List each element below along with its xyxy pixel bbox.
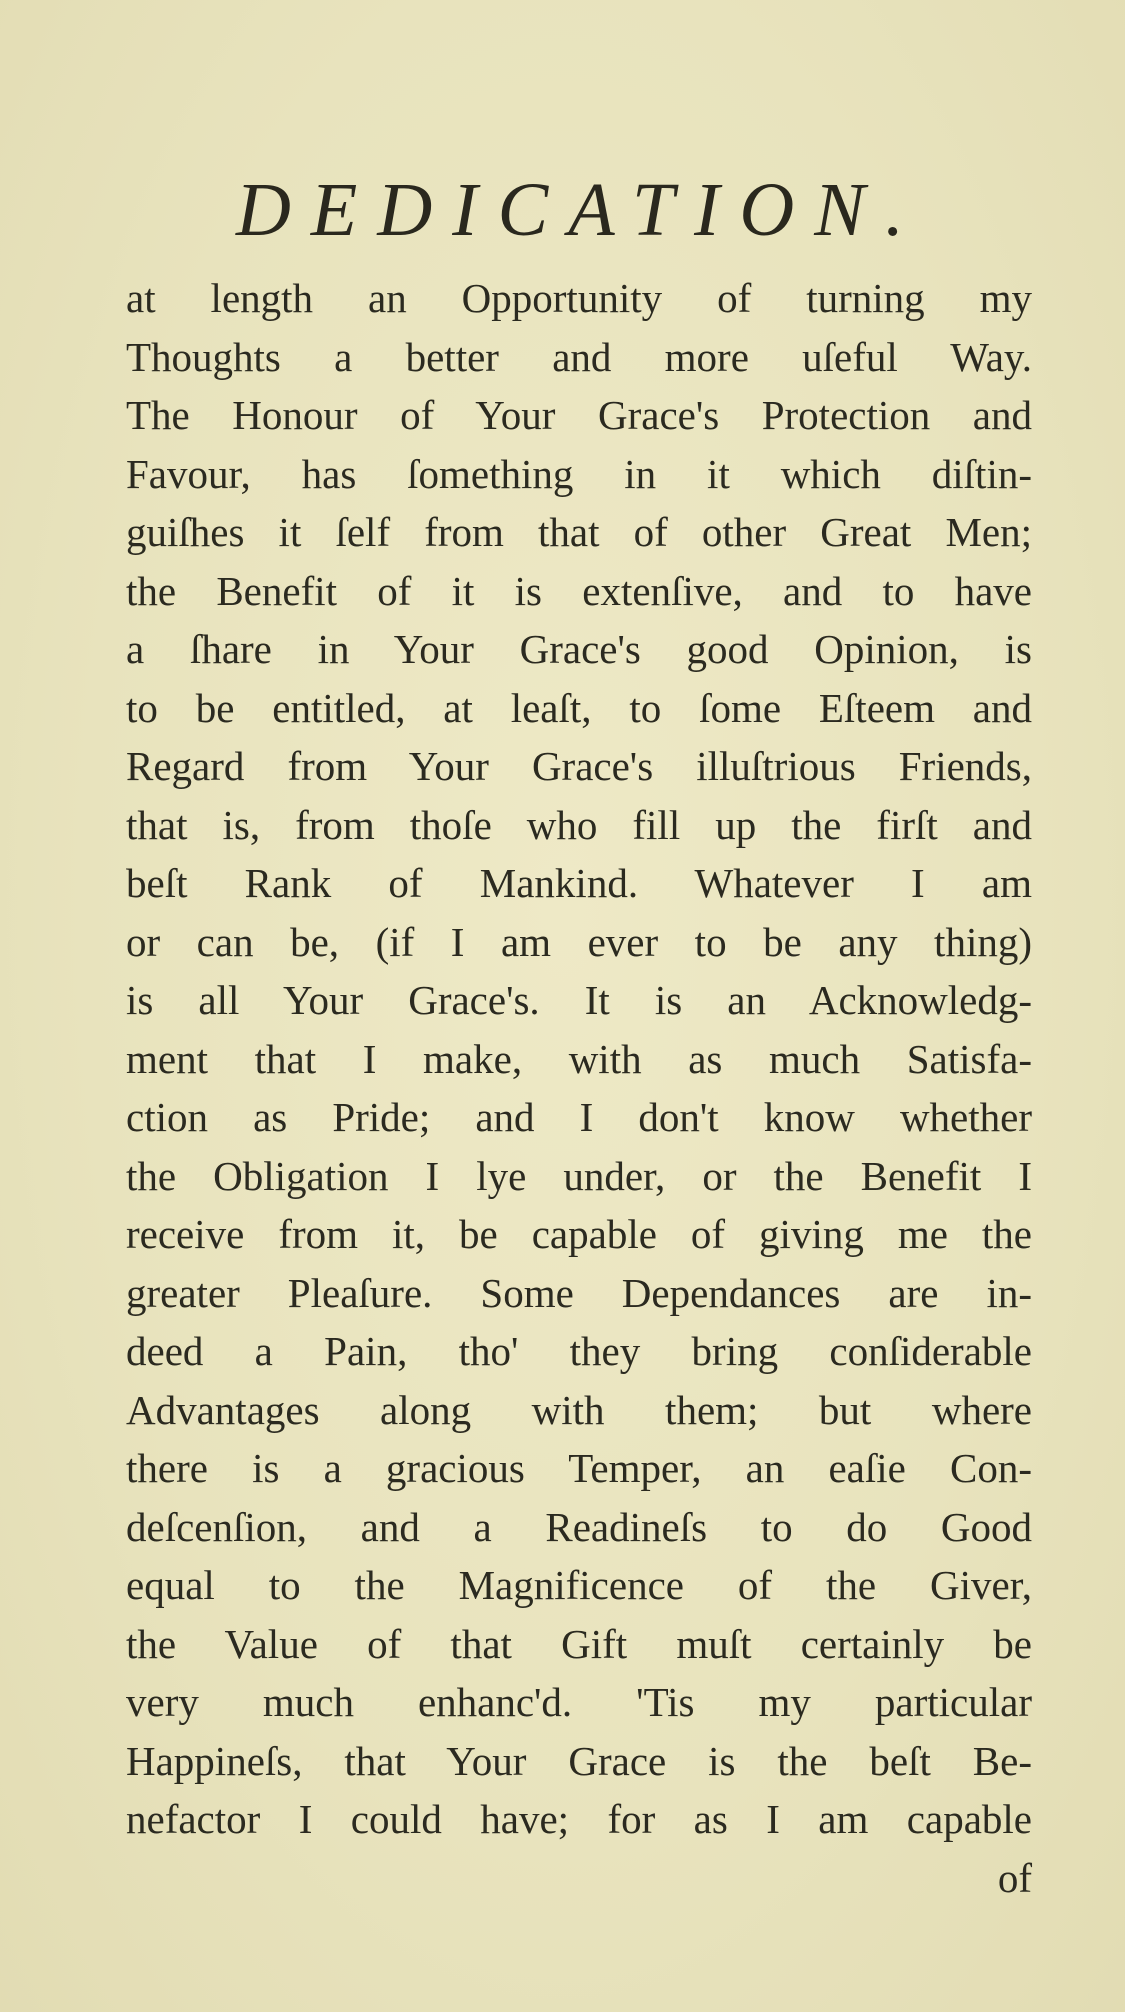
text-line: greater Pleaſure. Some Dependances are in- — [126, 1269, 1032, 1316]
text-line: nefactor I could have; for as I am capable — [126, 1796, 1032, 1842]
text-line: receive from it, be capable of giving me the — [126, 1211, 1032, 1257]
text-line: the Benefit of it is extenſive, and to have — [126, 567, 1032, 614]
text-line: there is a gracious Temper, an eaſie Con- — [126, 1445, 1032, 1491]
text-line: the Value of that Gift muſt certainly be — [126, 1620, 1032, 1667]
text-line: at length an Opportunity of turning my — [126, 275, 1032, 321]
text-line: beſt Rank of Mankind. Whatever I am — [126, 860, 1032, 906]
text-line: Advantages along with them; but where — [126, 1386, 1032, 1433]
text-line: guiſhes it ſelf from that of other Great Men; — [126, 509, 1032, 555]
text-line: Regard from Your Grace's illuſtrious Friends, — [126, 743, 1032, 789]
text-line: very much enhanc'd. 'Tis my particular — [126, 1679, 1032, 1725]
text-line: to be entitled, at leaſt, to ſome Eſteem and — [126, 684, 1032, 731]
text-line: the Obligation I lye under, or the Benefit I — [126, 1152, 1032, 1199]
text-line: Thoughts a better and more uſeful Way. — [126, 333, 1032, 380]
page-title: DEDICATION. — [236, 168, 924, 252]
text-line: ction as Pride; and I don't know whether — [126, 1094, 1032, 1140]
body-text — [126, 269, 1032, 1907]
text-line: equal to the Magnificence of the Giver, — [126, 1562, 1032, 1608]
catchword: of — [997, 1854, 1032, 1901]
text-line: or can be, (if I am ever to be any thing) — [126, 918, 1032, 965]
text-line: is all Your Grace's. It is an Acknowledg- — [126, 977, 1032, 1023]
text-line: deſcenſion, and a Readineſs to do Good — [126, 1503, 1032, 1550]
text-line: that is, from thoſe who fill up the firſt and — [126, 801, 1032, 848]
text-line: deed a Pain, tho' they bring conſiderable — [126, 1328, 1032, 1374]
text-line: The Honour of Your Grace's Protection and — [126, 392, 1032, 438]
text-line: Favour, has ſomething in it which diſtin- — [126, 450, 1032, 497]
text-line: a ſhare in Your Grace's good Opinion, is — [126, 626, 1032, 672]
text-line: ment that I make, with as much Satisfa- — [126, 1035, 1032, 1082]
text-line: Happineſs, that Your Grace is the beſt Be- — [126, 1737, 1032, 1784]
